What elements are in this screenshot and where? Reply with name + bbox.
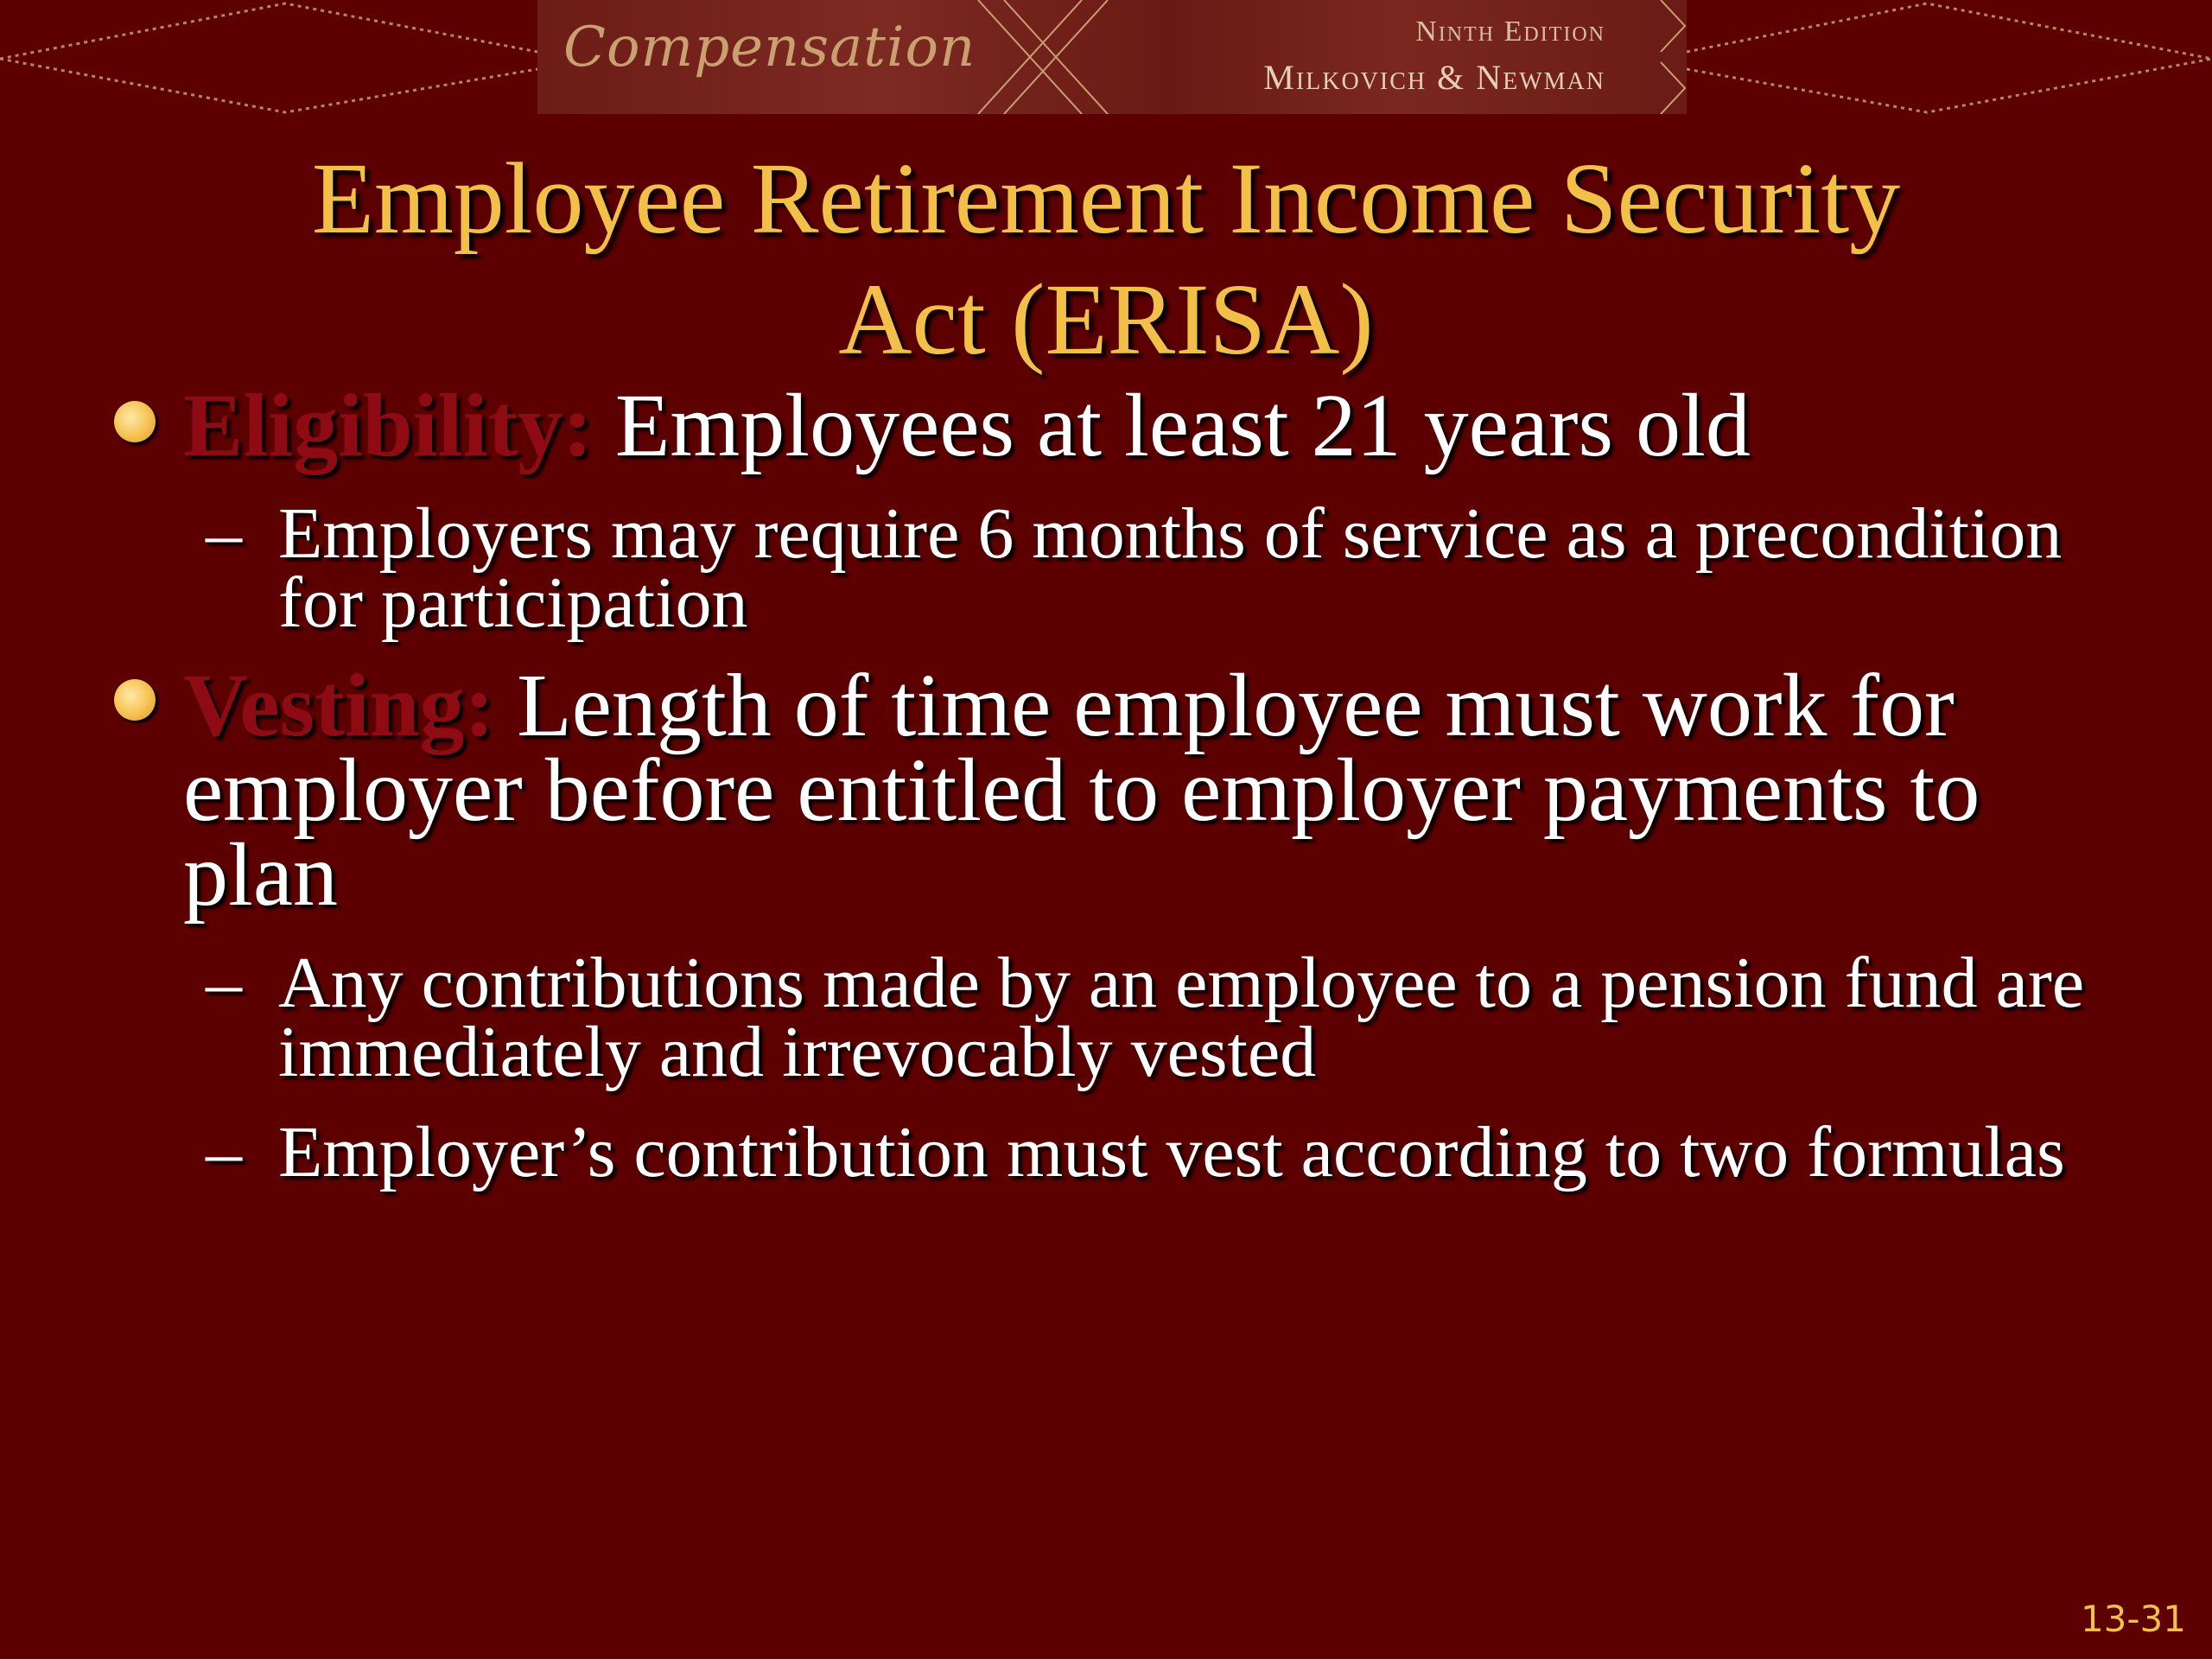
bullet-text: Employees at least 21 years old — [592, 376, 1751, 475]
slide-title — [0, 138, 2212, 380]
subitem-text: Any contributions made by an employee to a pension fund are immediately and irrevocably vested — [278, 943, 2085, 1092]
subitem-vesting-2 — [206, 1112, 2136, 1192]
subitem-text: Employer’s contribution must vest according to two formulas — [278, 1112, 2065, 1192]
dash-marker: – — [206, 493, 242, 574]
book-title-logo: Compensation — [563, 16, 976, 79]
slide-title-line-1: Employee Retirement Income Security — [311, 142, 1901, 255]
slide-number: 13-31 — [2080, 1598, 2186, 1640]
dash-marker: – — [206, 943, 242, 1023]
subitem-text: Employers may require 6 months of service as a precondition for participation — [278, 493, 2063, 643]
bullet-label: Eligibility: — [183, 376, 593, 475]
subitem-eligibility-1 — [206, 493, 2136, 643]
bullet-eligibility — [183, 376, 2084, 475]
slide-title-line-2: Act (ERISA) — [838, 263, 1374, 376]
bullet-text: Length of time employee must work for employer before entitled to employer payments to plan — [183, 656, 1980, 925]
header-banner — [0, 0, 2212, 117]
dash-marker: – — [206, 1112, 242, 1192]
subitem-vesting-1 — [206, 943, 2136, 1092]
bullet-dot — [114, 401, 156, 442]
bullet-label: Vesting: — [183, 656, 495, 755]
bullet-dot — [114, 679, 156, 721]
bullet-vesting — [183, 656, 2084, 925]
authors-label: Milkovich & Newman — [1263, 58, 1605, 97]
edition-label: Ninth Edition — [1415, 16, 1605, 48]
